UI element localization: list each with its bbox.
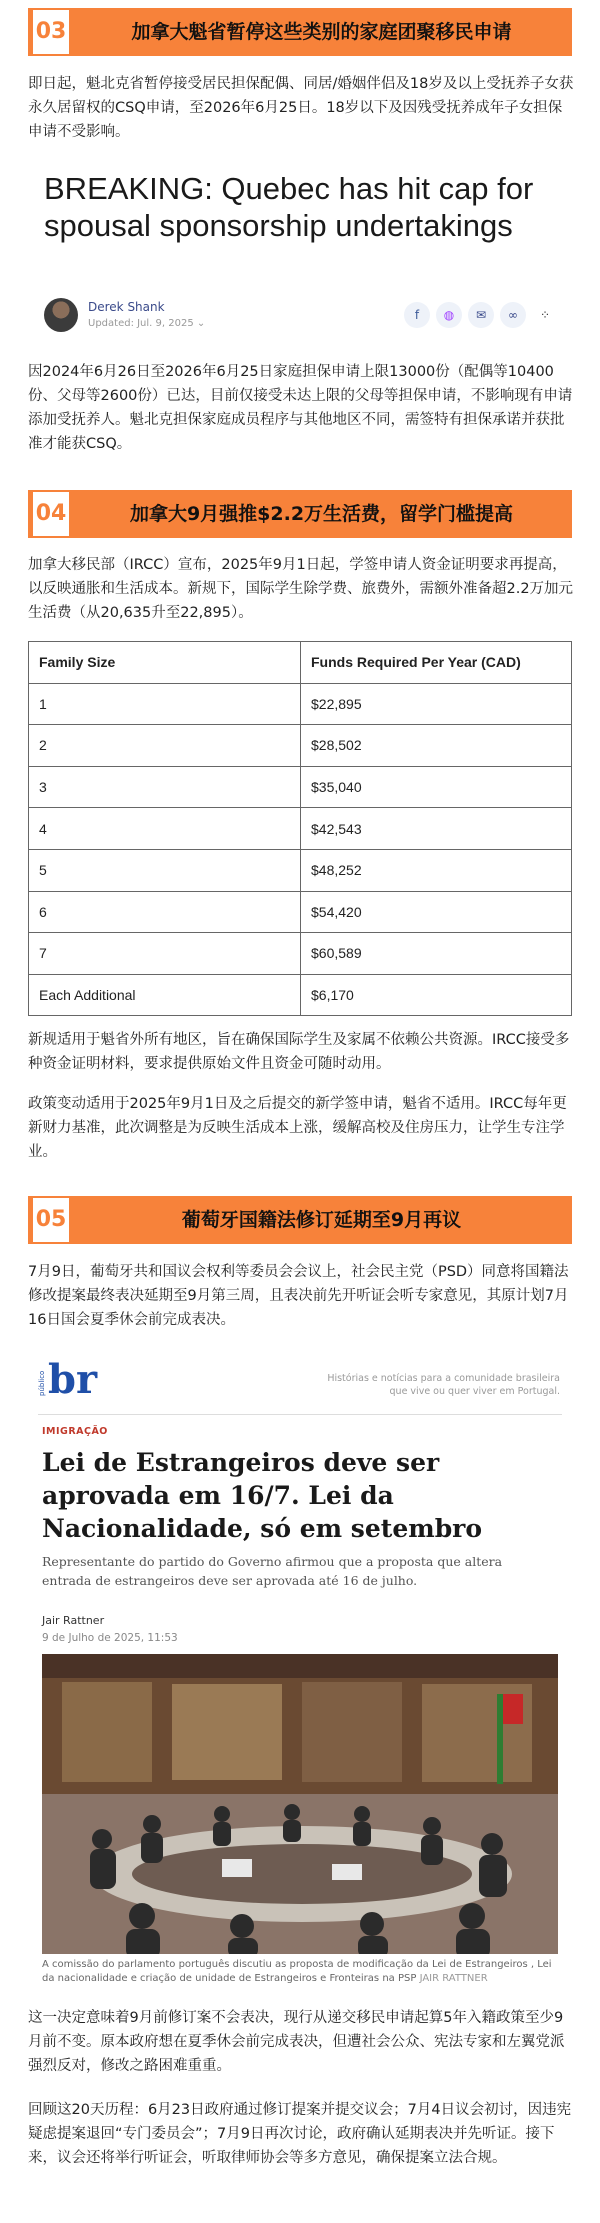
caption-text: A comissão do parlamento português discutiu as proposta de modificação da Lei de Estrangeiros , Lei da nacionalidade e criação de unidade de Estrangeiros e Fronteiras na PSP xyxy=(42,1959,552,1984)
photo-credit: JAIR RATTNER xyxy=(419,1973,488,1984)
author-avatar xyxy=(44,298,78,332)
table-header-cell: Family Size xyxy=(29,642,301,684)
funds-cell: $42,543 xyxy=(301,808,572,850)
funds-cell: $28,502 xyxy=(301,725,572,767)
author-name[interactable]: Derek Shank xyxy=(88,300,165,314)
article-lead: Representante do partido do Governo afirmou que a proposta que altera entrada de estrangeiros deve ser aprovada até 16 de julho. xyxy=(42,1554,503,1588)
family-size-cell: 2 xyxy=(29,725,301,767)
section-4-title: 加拿大9月强推$2.2万生活费，留学门槛提高 xyxy=(129,503,514,525)
funds-cell: $22,895 xyxy=(301,683,572,725)
facebook-icon[interactable]: f xyxy=(404,302,430,328)
quebec-news-card[interactable] xyxy=(28,150,572,350)
quebec-card-headline[interactable]: BREAKING: Quebec has hit cap for spousal sponsorship undertakings xyxy=(44,171,534,243)
section-3-intro: 即日起，魁北克省暂停接受居民担保配偶、同居/婚姻伴侣及18岁及以上受抚养子女获永久居留权的CSQ申请，至2026年6月25日。18岁以下及因残受抚养成年子女担保申请不受影响。 xyxy=(28,76,574,140)
section-4-header xyxy=(28,490,572,538)
article-author[interactable]: Jair Rattner xyxy=(42,1614,105,1627)
family-size-cell: 4 xyxy=(29,808,301,850)
family-size-cell: 7 xyxy=(29,933,301,975)
family-size-cell: Each Additional xyxy=(29,974,301,1016)
section-5-title: 葡萄牙国籍法修订延期至9月再议 xyxy=(181,1209,462,1231)
link-icon[interactable]: ∞ xyxy=(500,302,526,328)
funds-cell: $48,252 xyxy=(301,849,572,891)
table-header-cell: Funds Required Per Year (CAD) xyxy=(301,642,572,684)
section-5-body-2: 回顾这20天历程：6月23日政府通过修订提案并提交议会；7月4日议会初讨，因违宪疑虑提案退回“专门委员会”；7月9日再次讨论，政府确认延期表决并先听证。接下来，议会还将举行听证会，听取律师协会等多方意见，确保提案立法合规。 xyxy=(28,2102,572,2166)
table-row xyxy=(29,974,572,1016)
publico-br-logo[interactable] xyxy=(38,1356,98,1403)
section-4-body-1: 新规适用于魁省外所有地区，旨在确保国际学生及家属不依赖公共资源。IRCC接受多种资金证明材料，要求提供原始文件且资金可随时动用。 xyxy=(28,1032,570,1072)
table-row xyxy=(29,808,572,850)
section-3-header xyxy=(28,8,572,56)
parliament-committee-photo xyxy=(42,1654,558,1954)
funds-cell: $6,170 xyxy=(301,974,572,1016)
table-header-row xyxy=(29,642,572,684)
funds-table xyxy=(28,641,572,1016)
funds-cell: $54,420 xyxy=(301,891,572,933)
email-icon[interactable]: ✉ xyxy=(468,302,494,328)
logo-small-text: público xyxy=(38,1370,46,1396)
family-size-cell: 1 xyxy=(29,683,301,725)
article-date: 9 de Julho de 2025, 11:53 xyxy=(42,1632,178,1644)
family-size-cell: 6 xyxy=(29,891,301,933)
messenger-icon[interactable]: ◍ xyxy=(436,302,462,328)
funds-cell: $35,040 xyxy=(301,766,572,808)
table-row xyxy=(29,766,572,808)
site-tagline: Histórias e notícias para a comunidade brasileira que vive ou quer viver em Portugal. xyxy=(327,1373,560,1397)
section-5-number: 05 xyxy=(31,1196,71,1244)
updated-date: Updated: Jul. 9, 2025 ⌄ xyxy=(88,318,206,329)
article-title[interactable]: Lei de Estrangeiros deve ser aprovada em 16/7. Lei da Nacionalidade, só em setembro xyxy=(42,1448,483,1543)
section-4-number: 04 xyxy=(31,490,71,538)
section-5-intro: 7月9日，葡萄牙共和国议会权利等委员会会议上，社会民主党（PSD）同意将国籍法修改提案最终表决延期至9月第三周，且表决前先开听证会听专家意见，其原计划7月16日国会夏季休会前完成表决。 xyxy=(28,1264,569,1328)
table-row xyxy=(29,683,572,725)
table-row xyxy=(29,849,572,891)
section-4-body-2: 政策变动适用于2025年9月1日及之后提交的新学签申请，魁省不适用。IRCC每年更新财力基准，此次调整是为反映生活成本上涨，缓解高校及住房压力，让学生专注学业。 xyxy=(28,1096,567,1160)
photo-illustration xyxy=(42,1654,558,1954)
table-row xyxy=(29,725,572,767)
section-3-title: 加拿大魁省暂停这些类别的家庭团聚移民申请 xyxy=(131,21,512,43)
table-row xyxy=(29,891,572,933)
section-4-intro: 加拿大移民部（IRCC）宣布，2025年9月1日起，学签申请人资金证明要求再提高，以反映通胀和生活成本。新规下，国际学生除学费、旅费外，需额外准备超2.2万加元生活费（从20,635升至22,895）。 xyxy=(28,557,574,621)
family-size-cell: 3 xyxy=(29,766,301,808)
section-3-number: 03 xyxy=(31,8,71,56)
category-kicker[interactable]: IMIGRAÇÃO xyxy=(42,1426,108,1437)
family-size-cell: 5 xyxy=(29,849,301,891)
portugal-news-card[interactable] xyxy=(28,1352,572,1992)
section-5-body-1: 这一决定意味着9月前修订案不会表决，现行从递交移民申请起算5年入籍政策至少9月前不变。原本政府想在夏季休会前完成表决，但遭社会公众、宪法专家和左翼党派强烈反对，修改之路困难重重。 xyxy=(28,2010,565,2074)
section-5-header xyxy=(28,1196,572,1244)
section-3-body: 因2024年6月26日至2026年6月25日家庭担保申请上限13000份（配偶等10400份、父母等2600份）已达，目前仅接受未达上限的父母等担保申请，不影响现有申请添加受抚养人。魁北克担保家庭成员程序与其他地区不同，需签特有担保承诺并获批准才能获CSQ。 xyxy=(28,364,573,452)
funds-cell: $60,589 xyxy=(301,933,572,975)
table-row xyxy=(29,933,572,975)
header-divider xyxy=(38,1414,562,1415)
logo-text: br xyxy=(48,1356,98,1403)
more-icon[interactable]: ⁘ xyxy=(532,302,558,328)
photo-caption xyxy=(42,1958,562,1986)
